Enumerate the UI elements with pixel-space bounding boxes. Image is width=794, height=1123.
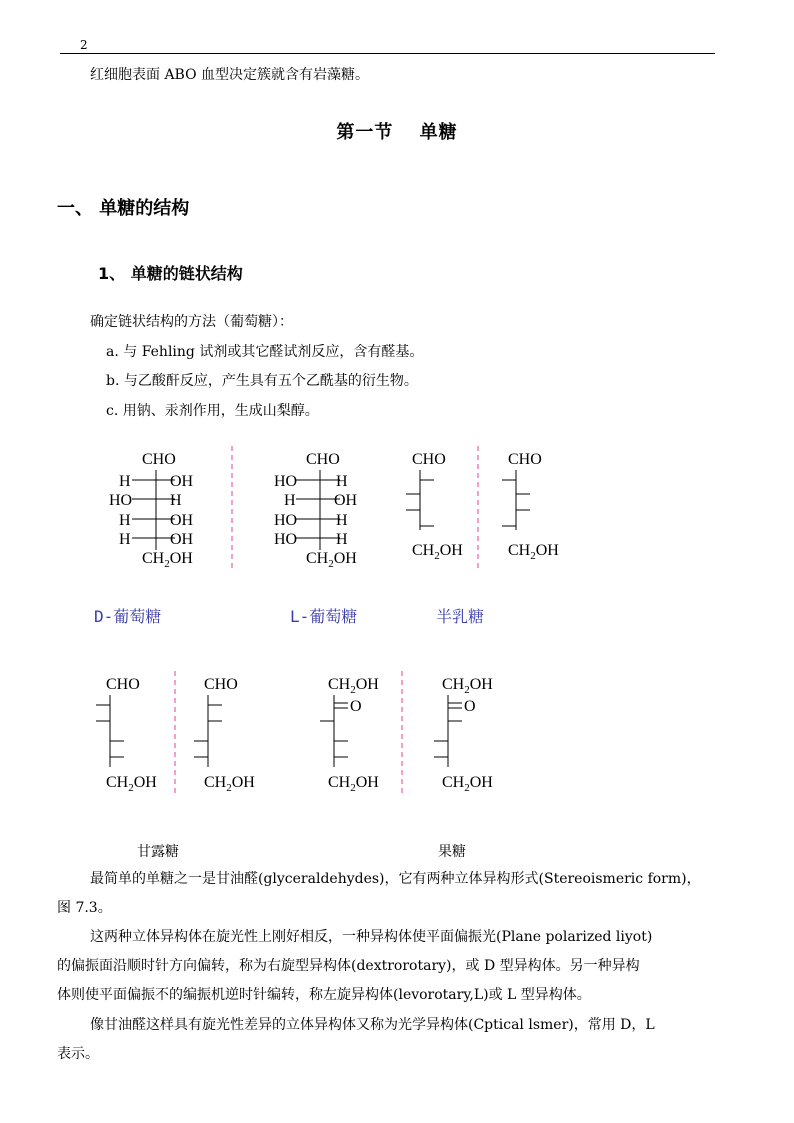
header-rule	[60, 53, 715, 54]
intro-line: 红细胞表面 ABO 血型决定簇就含有岩藻糖。	[90, 67, 370, 83]
svg-text:HO: HO	[274, 531, 298, 548]
fructose-formula-a	[320, 676, 379, 794]
svg-text:HO: HO	[274, 512, 298, 529]
paragraph-2-line-1: 这两种立体异构体在旋光性上刚好相反，一种异构体使平面偏振光(Plane polarized liyot)	[90, 929, 653, 945]
paragraph-2-line-2: 的偏振面沿顺时针方向偏转，称为右旋型异构体(dextrorotary)，或 D 型异构体。另一种异构	[57, 958, 640, 974]
svg-text:OH: OH	[170, 473, 194, 490]
mannose-formula-a	[96, 676, 157, 794]
label-galactose: 半乳糖	[436, 607, 485, 626]
section-heading: 一、 单糖的结构	[57, 198, 190, 219]
svg-text:CH2OH: $CH_2OH$	[508, 542, 559, 562]
paragraph-3-line-2: 表示。	[57, 1046, 99, 1062]
label-fructose: 果糖	[438, 844, 466, 860]
svg-text:CHO: CHO	[106, 676, 140, 693]
svg-text:CH2OH: $CH_2OH$	[142, 550, 193, 570]
svg-text:CH2OH: $CH_2OH$	[412, 542, 463, 562]
svg-text:H: H	[336, 512, 348, 529]
label-l-glucose: L-葡萄糖	[290, 607, 358, 626]
svg-text:H: H	[119, 473, 131, 490]
svg-text:CH2OH: $CH_2OH$	[442, 774, 493, 794]
svg-text:CHO: CHO	[412, 451, 446, 468]
svg-text:CHO: CHO	[306, 451, 340, 468]
svg-text:H: H	[119, 512, 131, 529]
svg-text:H: H	[170, 492, 182, 509]
svg-text:CH2OH: $CH_2OH$	[106, 774, 157, 794]
page-number: 2	[80, 38, 88, 52]
chapter-title: 第一节 单糖	[336, 122, 458, 143]
svg-text:CH2OH: $CH_2OH$	[328, 676, 379, 696]
svg-text:H: H	[284, 492, 296, 509]
fischer-row-1	[0, 440, 794, 580]
svg-text:CHO: CHO	[508, 451, 542, 468]
svg-text:HO: HO	[109, 492, 133, 509]
fischer-row-2	[0, 665, 794, 800]
svg-text:OH: OH	[334, 492, 358, 509]
fructose-formula-b	[434, 676, 493, 794]
svg-text:HO: HO	[274, 473, 298, 490]
label-d-glucose: D-葡萄糖	[94, 607, 162, 626]
mannose-formula-b	[194, 676, 255, 794]
galactose-formula-a	[406, 451, 463, 562]
svg-text:OH: OH	[170, 531, 194, 548]
l-glucose-formula	[274, 451, 358, 570]
method-item-b: b. 与乙酸酐反应，产生具有五个乙酰基的衍生物。	[106, 373, 418, 389]
subsection-heading: 1、 单糖的链状结构	[98, 264, 243, 283]
svg-text:CHO: CHO	[142, 451, 176, 468]
paragraph-2-line-3: 体则使平面偏振不的编振机逆时针编转，称左旋异构体(levorotary,L)或 L 型异构体。	[57, 987, 591, 1003]
galactose-formula-b	[502, 451, 559, 562]
svg-text:CH2OH: $CH_2OH$	[204, 774, 255, 794]
method-item-c: c. 用钠、汞剂作用，生成山梨醇。	[106, 403, 319, 419]
svg-text:H: H	[336, 531, 348, 548]
svg-text:CH2OH: $CH_2OH$	[328, 774, 379, 794]
paragraph-1-line-2: 图 7.3。	[57, 900, 112, 916]
svg-text:H: H	[119, 531, 131, 548]
svg-text:O: O	[350, 698, 362, 715]
svg-text:CH2OH: $CH_2OH$	[442, 676, 493, 696]
paragraph-1-line-1: 最简单的单糖之一是甘油醛(glyceraldehydes)，它有两种立体异构形式(Stereoismeric form)，	[90, 871, 701, 887]
d-glucose-formula	[109, 451, 194, 570]
paragraph-3-line-1: 像甘油醛这样具有旋光性差异的立体异构体又称为光学异构体(Cptical lsmer)，常用 D，L	[90, 1017, 655, 1033]
svg-text:O: O	[464, 698, 476, 715]
methods-lead: 确定链状结构的方法（葡萄糖）：	[90, 314, 293, 330]
label-mannose: 甘露糖	[137, 844, 179, 860]
svg-text:CHO: CHO	[204, 676, 238, 693]
svg-text:OH: OH	[170, 512, 194, 529]
method-item-a: a. 与 Fehling 试剂或其它醛试剂反应，含有醛基。	[106, 344, 424, 360]
svg-text:H: H	[336, 473, 348, 490]
svg-text:CH2OH: $CH_2OH$	[306, 550, 357, 570]
